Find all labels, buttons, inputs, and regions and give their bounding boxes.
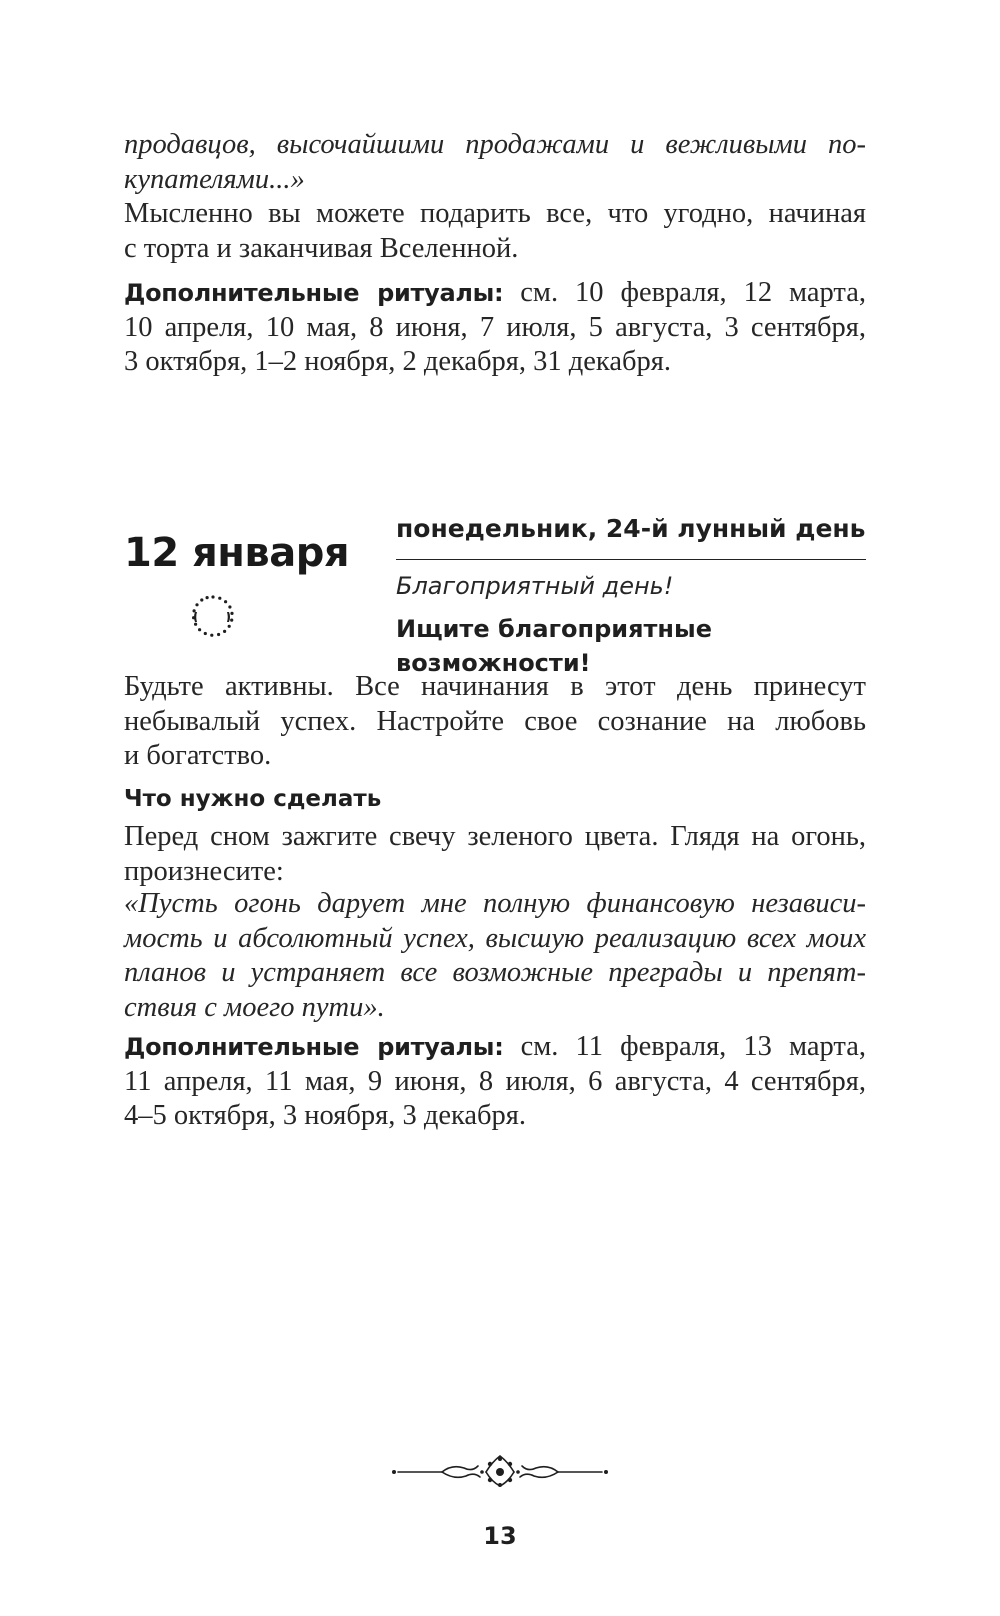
intro-line: и богатство. xyxy=(124,740,272,771)
bottom-rituals-line: 4–5 октября, 3 ноября, 3 декабря. xyxy=(124,1100,527,1131)
todo-line: произнесите: xyxy=(124,855,284,887)
todo-paragraph xyxy=(124,820,866,889)
top-rituals-line: 3 октября, 1–2 ноября, 2 декабря, 31 декабря. xyxy=(124,346,671,377)
top-rituals-label: Дополнительные ритуалы: xyxy=(124,279,504,307)
bottom-rituals xyxy=(124,1030,866,1134)
intro-line: небывалый успех. Настройте свое сознание на любовь xyxy=(124,705,866,737)
top-quote xyxy=(124,128,866,197)
intro-line: Будьте активны. Все начинания в этот день принесут xyxy=(124,671,866,702)
bottom-rituals-line: см. 11 февраля, 13 марта, xyxy=(520,1031,866,1062)
top-paragraph xyxy=(124,197,866,266)
day-title: 12 января xyxy=(124,530,350,576)
intro-paragraph xyxy=(124,670,866,774)
bottom-rituals-label: Дополнительные ритуалы: xyxy=(124,1033,504,1061)
top-rituals-line: 10 апреля, 10 мая, 8 июня, 7 июля, 5 августа, 3 сентября, xyxy=(124,311,866,343)
top-quote-line: продавцов, высочайшими продажами и вежливыми по- xyxy=(124,129,866,160)
todo-quote-line: планов и устраняет все возможные преграды и препят- xyxy=(124,957,866,988)
todo-quote-line: «Пусть огонь дарует мне полную финансовую независи- xyxy=(124,888,866,919)
heading-divider xyxy=(396,559,866,560)
top-rituals xyxy=(124,276,866,380)
top-rituals-first-line xyxy=(124,276,866,311)
todo-quote-line: ствия с моего пути». xyxy=(124,991,385,1023)
day-motto-line: Ищите благоприятные xyxy=(396,615,712,643)
day-verdict: Благоприятный день! xyxy=(396,572,674,600)
top-rituals-line: см. 10 февраля, 12 марта, xyxy=(520,277,867,308)
page-number: 13 xyxy=(483,1522,517,1550)
weekday-lunar-day: понедельник, 24-й лунный день xyxy=(396,514,866,543)
waning-moon-dotted-circle-icon xyxy=(190,594,236,640)
bottom-rituals-line: 11 апреля, 11 мая, 9 июня, 8 июля, 6 августа, 4 сентября, xyxy=(124,1065,866,1097)
todo-line: Перед сном зажгите свечу зеленого цвета. Глядя на огонь, xyxy=(124,821,866,852)
top-quote-line: купателями...» xyxy=(124,163,305,195)
bottom-rituals-first-line xyxy=(124,1030,866,1065)
ornament-divider-icon xyxy=(390,1450,610,1490)
day-motto-line: возможности! xyxy=(396,649,591,677)
todo-quote-line: мость и абсолютный успех, высшую реализацию всех моих xyxy=(124,922,866,954)
todo-heading: Что нужно сделать xyxy=(124,786,382,812)
top-paragraph-line: Мысленно вы можете подарить все, что угодно, начиная xyxy=(124,198,866,229)
top-paragraph-line: с торта и заканчивая Вселенной. xyxy=(124,232,519,264)
todo-quote xyxy=(124,887,866,1025)
